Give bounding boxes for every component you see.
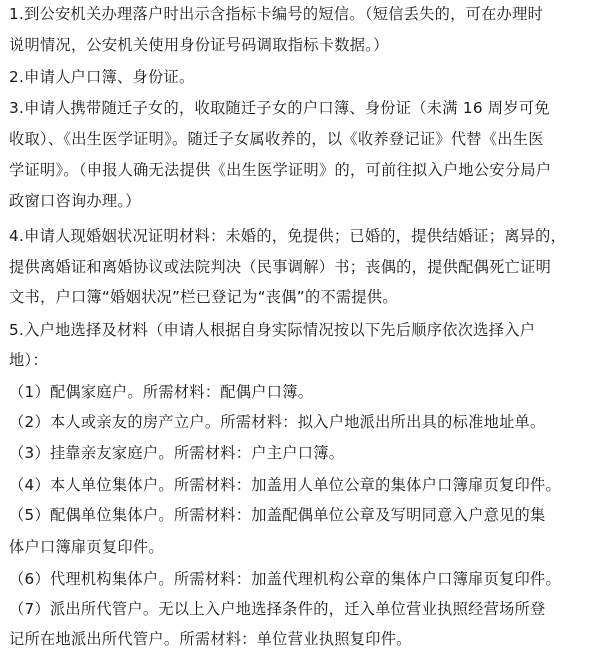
text-line: 文书，户口簿“婚姻状况”栏已登记为“丧偶”的不需提供。 <box>9 288 398 306</box>
text-line: （5）配偶单位集体户。所需材料：加盖配偶单位公章及写明同意入户意见的集 <box>9 506 546 524</box>
text-line: （4）本人单位集体户。所需材料：加盖用人单位公章的集体户口簿扉页复印件。 <box>9 476 562 494</box>
text-line: 说明情况，公安机关使用身份证号码调取指标卡数据。） <box>9 36 389 54</box>
text-line: 2.申请人户口簿、身份证。 <box>9 68 195 86</box>
text-line: 体户口簿扉页复印件。 <box>9 538 164 556</box>
text-line: 记所在地派出所代管户。所需材料：单位营业执照复印件。 <box>9 630 412 648</box>
text-line: （2）本人或亲友的房产立户。所需材料：拟入户地派出所出具的标准地址单。 <box>9 413 546 431</box>
text-line: （3）挂靠亲友家庭户。所需材料：户主户口簿。 <box>9 444 345 462</box>
text-line: 收取）、《出生医学证明》。随迁子女属收养的，以《收养登记证》代替《出生医 <box>9 130 544 148</box>
text-line: 学证明》。（申报人确无法提供《出生医学证明》的，可前往拟入户地公安分局户 <box>9 161 552 179</box>
text-line: 地）： <box>9 351 48 369</box>
text-line: 提供离婚证和离婚协议或法院判决（民事调解）书；丧偶的，提供配偶死亡证明 <box>9 258 552 276</box>
text-line: 政窗口咨询办理。） <box>9 192 141 210</box>
text-line: （6）代理机构集体户。所需材料：加盖代理机构公章的集体户口簿扉页复印件。 <box>9 570 562 588</box>
text-line: 4.申请人现婚姻状况证明材料：未婚的，免提供；已婚的，提供结婚证；离异的， <box>9 227 567 245</box>
text-line: （7）派出所代管户。无以上入户地选择条件的，迁入单位营业执照经营场所登 <box>9 600 546 618</box>
text-line: （1）配偶家庭户。所需材料：配偶户口簿。 <box>9 383 314 401</box>
text-line: 5.入户地选择及材料（申请人根据自身实际情况按以下先后顺序依次选择入户 <box>9 321 536 339</box>
text-line: 1.到公安机关办理落户时出示含指标卡编号的短信。（短信丢失的，可在办理时 <box>9 5 544 23</box>
text-line: 3.申请人携带随迁子女的，收取随迁子女的户口簿、身份证（未满 16 周岁可免 <box>9 99 550 117</box>
